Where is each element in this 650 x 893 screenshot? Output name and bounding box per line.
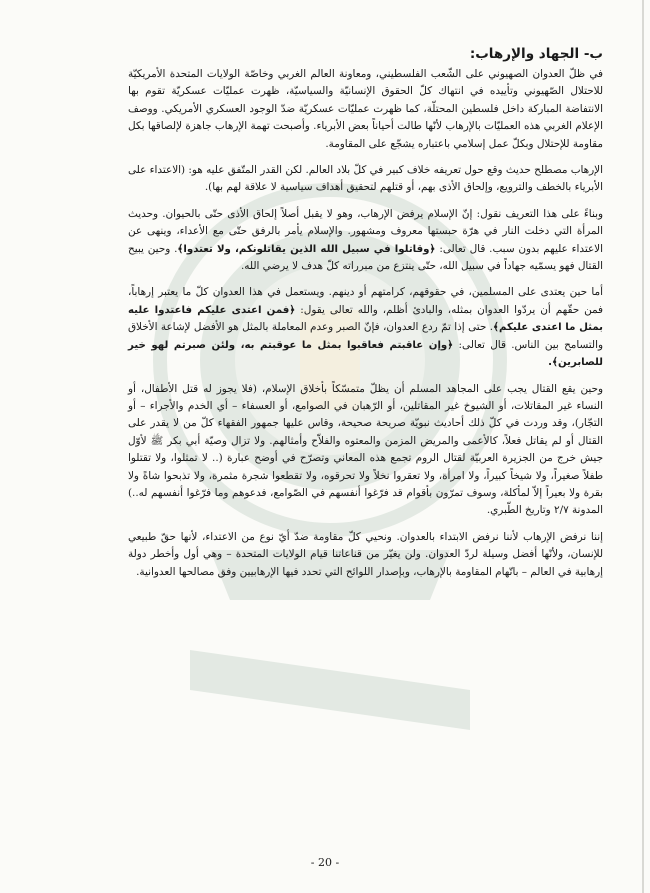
- paragraph-1: في ظلّ العدوان الصهيوني على الشّعب الفلسطيني، ومعاونة العالم الغربي وخاصّة الولايات المتحدة الأمريكيّة للاحتلال الصّهيوني وتأييده في انتهاك كلّ الحقوق الإنسانيّة والسياسيّة، ظهرت عمليّات عسكريّة تقوم بها الانتفاضة المباركة داخل فلسطين المحتلّة، كما ظهرت عمليّات عسكريّة ضدّ الوجود العسكري الأمريكي. ووصف الإعلام الغربي هذه العمليّات بالإرهاب لأنّها طالت أحياناً بعض الأبرياء. وأصبحت تهمة الإرهاب جاهزة لإلصاقها بكل مقاومة للإحتلال وبكلّ عمل إسلامي باعتباره يشجّع على المقاومة.: [128, 68, 603, 150]
- page-number: - 20 -: [310, 856, 340, 869]
- paragraph-2: الإرهاب مصطلح حديث وقع حول تعريفه خلاف كبير في كلّ بلاد العالم. لكن القدر المتّفق عليه هو: (الاعتداء على الأبرياء بالخطف والترويع، وإلحاق الأذى بهم، أو قتلهم لتحقيق أهداف سياسية لا علاقة لهم بها).: [128, 164, 603, 194]
- paragraph-4: [128, 284, 603, 371]
- quran-quote-1: ﴿وقاتلوا في سبيل الله الذين يقاتلونكم، ولا تعتدوا﴾: [177, 243, 436, 255]
- paragraph-4-text-1: أما حين يعتدى على المسلمين، في حقوقهم، كرامتهم أو دينهم. ويستعمل في هذا العدوان كلّ ما يعتبر إرهاباً، فمن حقّهم أن يردّوا العدوان بمثله، والبادئ أظلم، والله تعالى يقول:: [128, 286, 603, 316]
- quran-quote-2: ﴿فمن اعتدى عليكم فاعتدوا عليه بمثل ما اعتدى عليكم﴾: [128, 304, 603, 334]
- article-body: [128, 44, 603, 590]
- paragraph-3-text-1: وبناءً على هذا التعريف نقول: إنّ الإسلام يرفض الإرهاب، وهو لا يقبل أصلاً إلحاق الأذى حتّى بالحيوان. وحديث المرأة التي دخلت النار في هرّة حبستها معروف ومشهور. والإسلام يأمر بالرفق حتّى مع الأعداء، وينهى عن الاعتداء عليهم بدون سبب. قال تعالى:: [128, 207, 603, 255]
- paragraph-3: [128, 206, 603, 276]
- paragraph-4-text-2: . حتى إذا تمّ ردع العدوان، فإنّ الصبر وعدم المعاملة بالمثل هو الأفضل لإشاعة الأخلاق والتسامح بين الناس. قال تعالى:: [128, 321, 603, 351]
- paragraph-6: إننا نرفض الإرهاب لأننا نرفض الابتداء بالعدوان. ونحيي كلّ مقاومة ضدّ أيّ نوع من الاعتداء، لأنها حقّ طبيعي للإنسان، ولأنّها أفضل وسيلة لردّ العدوان. ولن يغيّر من قناعاتنا قيام الولايات المتحدة – وهي أول وأخطر دولة إرهابية في العالم – باتّهام المقاومة بالإرهاب، وبإصدار اللوائح التي تحدد فيها الإرهابيين وفق مصالحها العدوانية.: [128, 530, 603, 578]
- paragraph-5: وحين يقع القتال يجب على المجاهد المسلم أن يظلّ متمسّكاً بأخلاق الإسلام، (فلا يجوز له قتل الأطفال، أو النساء غير المقاتلات، أو الشيوخ غير المقاتلين، أو الرّهبان في الصوامع، أو العسفاء – أي الخدم والأجراء – أو التجّار)، وقد وردت في كلّ ذلك أحاديث نبويّة صريحة صحيحة، وقاس عليها جمهور الفقهاء كلّ من لا يقدر على القتال أو لم يقاتل فعلاً، كالأعمى والمريض المزمن والمعتوه والفلاّح وأمثالهم. ولا تزال وصيّة أبي بكر ﷺ لأوّل جيش خرج من الجزيرة العربيّة لقتال الروم تجمع هذه المعاني وتصرّح في أوضح عبارة (.. لا تمثلوا، ولا تقتلوا طفلاً صغيراً، ولا شيخاً كبيراً، ولا امرأة، ولا تعقروا نخلاً ولا تحرقوه، ولا تقطعوا شجرة مثمرة، ولا تذبحوا شاةً ولا بقرة ولا بعيراً إلاّ لمأكلة، وسوف تمرّون بأقوام قد فرّغوا أنفسهم في الصّوامع، فدعوهم وما فرّغوا أنفسهم له..) المدونة ٢/٧ وتاريخ الطّبري.: [128, 382, 603, 517]
- quran-quote-3: ﴿وإن عاقبتم فعاقبوا بمثل ما عوقبتم به، ولئن صبرتم لهو خير للصابرين﴾.: [128, 339, 603, 369]
- section-heading: ب- الجهاد والإرهاب:: [469, 46, 603, 62]
- scan-edge: [642, 0, 644, 893]
- paragraph-3-text-2: . وحين يبيح القتال فهو يسمّيه جهاداً في سبيل الله، حتّى ينتزع من مبرراته كلّ هدف لا يرضي الله.: [128, 242, 603, 273]
